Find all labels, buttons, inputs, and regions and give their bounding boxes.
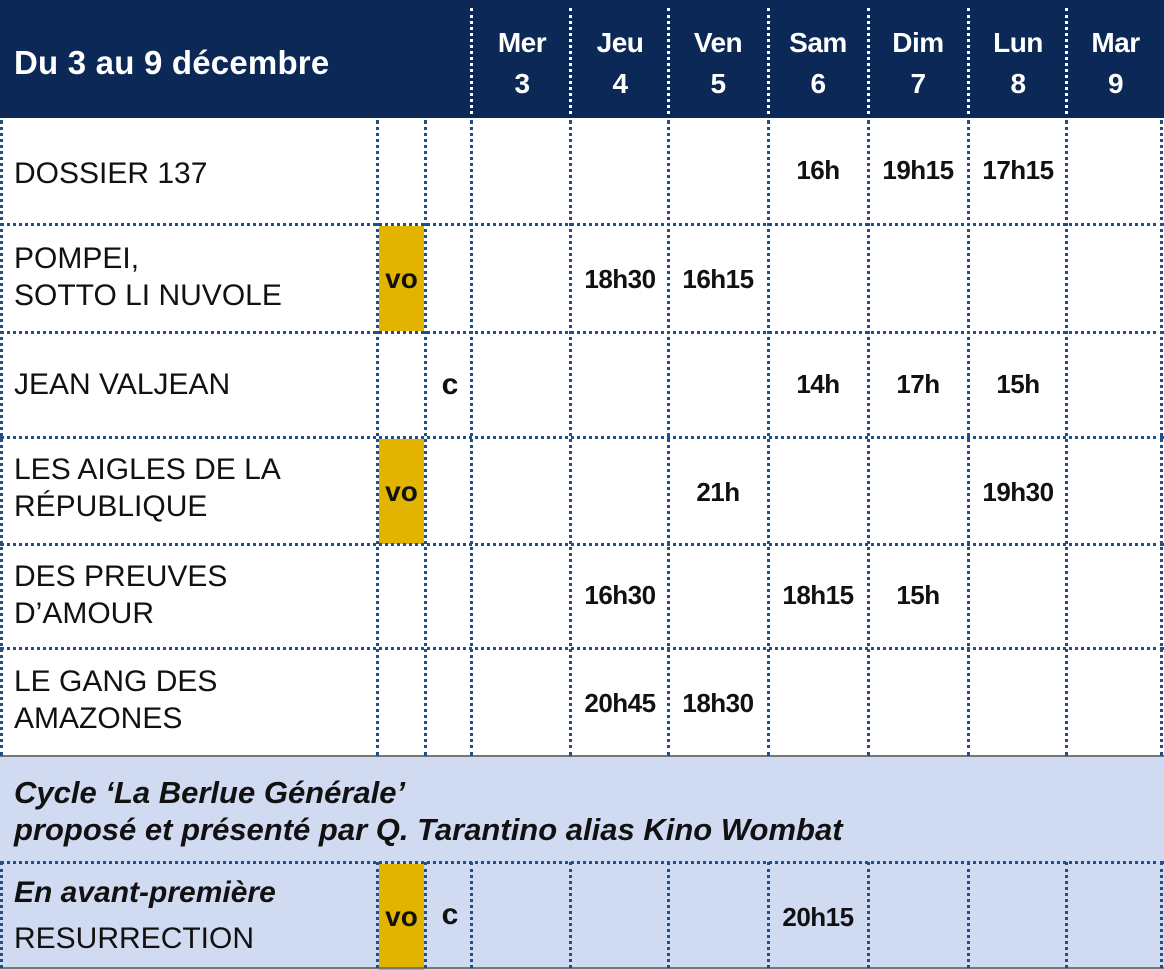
film-title-line: D’AMOUR (14, 597, 154, 630)
c-marker: c (441, 368, 459, 401)
column-divider (1160, 120, 1163, 756)
showtime: 20h15 (782, 902, 854, 932)
cycle-subtitle: proposé et présenté par Q. Tarantino alias Kino Wombat (14, 812, 843, 847)
film-row-resurrection (0, 862, 1164, 970)
showtime: 15h (996, 369, 1040, 399)
row-divider (0, 223, 1164, 226)
row-divider (0, 647, 1164, 650)
showtime: 19h15 (882, 155, 954, 185)
day-name: Sam (789, 27, 847, 58)
film-title (14, 874, 276, 957)
showtime: 16h15 (682, 264, 754, 294)
day-name: Mar (1091, 27, 1140, 58)
header-separator (1065, 8, 1068, 114)
column-divider (667, 862, 670, 968)
day-number: 5 (710, 68, 726, 99)
day-header-sam (769, 22, 867, 104)
film-title-line: RESURRECTION (14, 922, 255, 955)
day-number: 3 (514, 68, 530, 99)
film-title (14, 451, 281, 525)
showtime: 17h15 (982, 155, 1054, 185)
film-title-line: DOSSIER 137 (14, 157, 208, 190)
film-row-des-preuves (0, 544, 1164, 648)
film-title-line: AMAZONES (14, 702, 183, 735)
day-number: 8 (1010, 68, 1026, 99)
day-name: Mer (497, 27, 547, 58)
film-row-le-gang (0, 648, 1164, 756)
column-divider (867, 862, 870, 968)
column-divider (376, 120, 379, 756)
film-title (14, 240, 282, 314)
showtime: 18h30 (584, 264, 656, 294)
week-title: Du 3 au 9 décembre (14, 44, 330, 81)
showtime: 20h45 (584, 688, 656, 718)
column-divider (470, 120, 473, 756)
day-number: 4 (612, 68, 628, 99)
column-divider (0, 862, 3, 968)
film-row-pompei (0, 224, 1164, 332)
day-number: 6 (810, 68, 826, 99)
vo-badge: vo (379, 439, 424, 544)
row-divider (0, 331, 1164, 334)
column-divider (1065, 862, 1068, 968)
premiere-label: En avant-première (14, 876, 276, 909)
bottom-border (0, 967, 1164, 969)
header-separator (470, 8, 473, 114)
showtime: 21h (696, 477, 740, 507)
showtime: 16h30 (584, 580, 656, 610)
showtime: 16h (796, 155, 840, 185)
day-name: Dim (892, 27, 944, 58)
column-divider (569, 862, 572, 968)
section-divider (0, 755, 1164, 757)
header-separator (569, 8, 572, 114)
row-divider (0, 436, 1164, 439)
column-divider (0, 120, 3, 756)
schedule-header (0, 0, 1164, 118)
film-title-line: JEAN VALJEAN (14, 368, 231, 401)
film-title (14, 558, 227, 632)
column-divider (1065, 120, 1068, 756)
film-title-line: RÉPUBLIQUE (14, 490, 208, 523)
header-separator (867, 8, 870, 114)
column-divider (424, 862, 427, 968)
day-header-mer (473, 22, 571, 104)
header-separator (667, 8, 670, 114)
film-title (14, 366, 230, 403)
vo-badge: vo (379, 226, 424, 331)
day-header-jeu (571, 22, 669, 104)
film-row-jean-valjean (0, 332, 1164, 437)
column-divider (867, 120, 870, 756)
film-title (14, 155, 207, 192)
day-header-dim (869, 22, 967, 104)
row-divider (0, 543, 1164, 546)
column-divider (424, 120, 427, 756)
film-title-line: LES AIGLES DE LA (14, 453, 281, 486)
column-divider (470, 862, 473, 968)
showtime: 17h (896, 369, 940, 399)
header-separator (767, 8, 770, 114)
showtime: 14h (796, 369, 840, 399)
film-title-line: POMPEI, (14, 242, 140, 275)
film-title (14, 663, 217, 737)
day-header-ven (669, 22, 767, 104)
column-divider (967, 862, 970, 968)
column-divider (967, 120, 970, 756)
vo-badge: vo (379, 864, 424, 970)
day-name: Ven (693, 27, 743, 58)
day-header-mar (1067, 22, 1164, 104)
c-marker: c (441, 898, 459, 931)
film-title-line: LE GANG DES (14, 665, 218, 698)
column-divider (569, 120, 572, 756)
film-title-line: SOTTO LI NUVOLE (14, 279, 282, 312)
showtime: 18h30 (682, 688, 754, 718)
day-name: Jeu (596, 27, 644, 58)
film-row-les-aigles (0, 437, 1164, 544)
showtime: 15h (896, 580, 940, 610)
showtime: 19h30 (982, 477, 1054, 507)
row-divider (0, 861, 1164, 864)
day-name: Lun (993, 27, 1043, 58)
cycle-title: Cycle ‘La Berlue Générale’ (14, 775, 406, 810)
header-separator (967, 8, 970, 114)
cycle-heading (14, 774, 843, 848)
film-row-dossier-137 (0, 120, 1164, 224)
day-number: 9 (1107, 68, 1124, 99)
column-divider (1160, 862, 1163, 968)
column-divider (667, 120, 670, 756)
film-title-line: DES PREUVES (14, 560, 228, 593)
column-divider (376, 862, 379, 968)
column-divider (767, 120, 770, 756)
day-number: 7 (910, 68, 926, 99)
showtime: 18h15 (782, 580, 854, 610)
column-divider (767, 862, 770, 968)
day-header-lun (969, 22, 1067, 104)
